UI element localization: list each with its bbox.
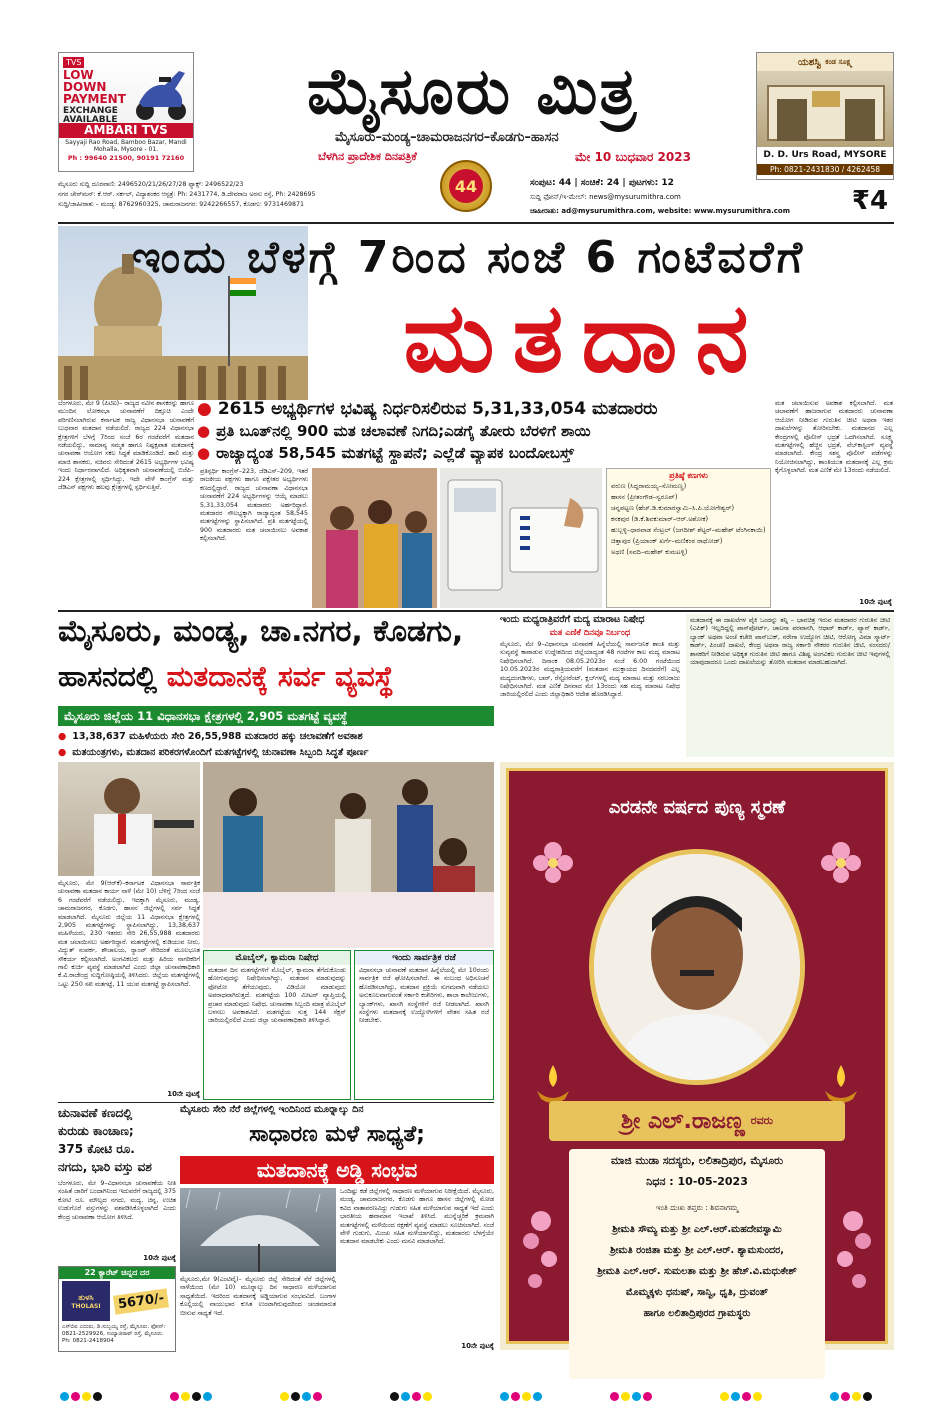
price: ₹4: [851, 186, 889, 216]
bullet-icon: ●: [197, 444, 211, 462]
registration-dot: [82, 1392, 91, 1401]
continued-link[interactable]: 10ನೇ ಪುಟಕ್ಕೆ: [167, 1090, 200, 1098]
registration-dot: [522, 1392, 531, 1401]
gold-shop-address: ಎಸ್‌ಬಿಐ ಎದುರು, ಡಿ.ಸುಬ್ಬಯ್ಯ ರಸ್ತೆ, ಮೈಸೂರು. ಫೋನ್: 0821-2529926, ಸಯ್ಯಾಜಿರಾವ್ ರಸ್ತೆ, ಮೈಸೂರು. Ph: 0821-2418904: [62, 1324, 166, 1344]
liquor-headline: ಇಂದು ಮಧ್ಯರಾತ್ರಿವರೆಗೆ ಮದ್ಯ ಮಾರಾಟ ನಿಷೇಧ: [500, 614, 645, 625]
main-story-col-right: ಮತ ಚಲಾಯಿಸುವ ಅವಕಾಶ ಕಲ್ಪಿಸಲಾಗಿದೆ. ಮತ ಚಲಾವಣೆಗೆ ಹಾಜರಾಗುವ ಮತದಾರರು ಚುನಾವಣಾ ಆಯೋಗ ನೀಡಿರುವ ಗುರುತಿನ ಚೀಟಿ ಅಥವಾ ಇತರ ದಾಖಲೆಗಳನ್ನು ತೋರಿಸಬೇಕು. ಮತದಾನದ ಎಲ್ಲ ಕೇಂದ್ರಗಳಲ್ಲಿ ಪೊಲೀಸ್ ಭದ್ರತೆ ಒದಗಿಸಲಾಗಿದೆ. ಸೂಕ್ಷ್ಮ ಮತಗಟ್ಟೆಗಳಲ್ಲಿ ಹೆಚ್ಚಿನ ಭದ್ರತೆ, ವೆಬ್‌ಕಾಸ್ಟಿಂಗ್ ವ್ಯವಸ್ಥೆ ಮಾಡಲಾಗಿದೆ. ಕೇಂದ್ರ ಸಶಸ್ತ್ರ ಪೊಲೀಸ್ ಪಡೆಗಳನ್ನು ನಿಯೋಜಿಸಲಾಗಿದ್ದು, ಶಾಂತಿಯುತ ಮತದಾನಕ್ಕೆ ಎಲ್ಲ ಕ್ರಮ ಕೈಗೊಳ್ಳಲಾಗಿದೆ. ಮತ ಎಣಿಕೆ ಮೇ 13ರಂದು ನಡೆಯಲಿದೆ.: [775, 400, 893, 475]
registration-dot: [423, 1392, 432, 1401]
key-constituency-item: ಚನ್ನಪಟ್ಟಣ (ಹೆಚ್.ಡಿ.ಕುಮಾರಸ್ವಾಮಿ–ಸಿ.ಪಿ.ಯೋಗೇಶ್ವರ್): [611, 504, 735, 512]
registration-dot: [830, 1392, 839, 1401]
registration-dot: [632, 1392, 641, 1401]
section-rule: [58, 1102, 494, 1103]
district-bullet-text: 13,38,637 ಮಹಿಳೆಯರು ಸೇರಿ 26,55,988 ಮತದಾರರ ಹಕ್ಕು ಚಲಾವಣೆಗೆ ಅವಕಾಶ: [72, 730, 363, 742]
registration-dot: [511, 1392, 520, 1401]
issue-date: ಮೇ 10 ಬುಧವಾರ 2023: [575, 150, 691, 164]
headline-point-text: 2615 ಅಭ್ಯರ್ಥಿಗಳ ಭವಿಷ್ಯ ನಿರ್ಧರಿಸಲಿರುವ 5,31,33,054 ಮತದಾರರು: [217, 399, 658, 419]
headline-point: [197, 442, 767, 464]
money-headline-line: 375 ಕೋಟಿ ರೂ.: [58, 1142, 135, 1156]
portrait-frame: [589, 849, 805, 1085]
jewellery-brand: ಯಶಸ್ವಿ: [798, 56, 822, 68]
district-story-text: ಮೈಸೂರು, ಮೇ 9(ಆರ್‌ಕೆ)–ಕರ್ನಾಟಕ ವಿಧಾನಸಭಾ ಸಾರ್ವತ್ರಿಕ ಚುನಾವಣಾ ಮತದಾನ ಕಾರ್ಯ ನಾಳೆ (ಮೇ 10) ಬೆಳಿಗ್ಗೆ 7ರಿಂದ ಸಂಜೆ 6 ಗಂಟೆವರೆಗೆ ನಡೆಯಲಿದ್ದು, ಇದಕ್ಕಾಗಿ ಮೈಸೂರು, ಮಂಡ್ಯ, ಚಾಮರಾಜನಗರ, ಕೊಡಗು, ಹಾಸನ ಜಿಲ್ಲೆಗಳಲ್ಲಿ ಸರ್ವ ಸಿದ್ಧತೆ ಮಾಡಲಾಗಿದೆ. ಮೈಸೂರು ಜಿಲ್ಲೆಯ 11 ವಿಧಾನಸಭಾ ಕ್ಷೇತ್ರಗಳಲ್ಲಿ 2,905 ಮತಗಟ್ಟೆಗಳನ್ನು ಸ್ಥಾಪಿಸಲಾಗಿದ್ದು, 13,38,637 ಮಹಿಳೆಯರು, 230 ಇತರರು ಸೇರಿ 26,55,988 ಮತದಾರರು ಮತ ಚಲಾಯಿಸಲು ಅರ್ಹರಿದ್ದಾರೆ. ಮತಗಟ್ಟೆಗಳಲ್ಲಿ ಕುಡಿಯುವ ನೀರು, ವಿದ್ಯುತ್ ಸಂಪರ್ಕ, ಶೌಚಾಲಯ, ರ‍್ಯಾಂಪ್ ಸೇರಿದಂತೆ ಮೂಲಭೂತ ಸೌಕರ್ಯ ಕಲ್ಪಿಸಲಾಗಿದೆ. ಅಂಗವಿಕಲರು ಮತ್ತು ಹಿರಿಯ ನಾಗರಿಕರಿಗೆ ಗಾಲಿ ಕುರ್ಚಿ ವ್ಯವಸ್ಥೆ ಮಾಡಲಾಗಿದೆ ಎಂದು ಜಿಲ್ಲಾ ಚುನಾವಣಾಧಿಕಾರಿ ಕೆ.ವಿ.ರಾಜೇಂದ್ರ ಸುದ್ದಿಗೋಷ್ಠಿಯಲ್ಲಿ ತಿಳಿಸಿದರು. ಜಿಲ್ಲೆಯ ಮತಗಟ್ಟೆಗಳಲ್ಲಿ ಒಟ್ಟು 250 ಸಖಿ ಮತಗಟ್ಟೆ, 11 ಯುವ ಮತಗಟ್ಟೆ ಸ್ಥಾಪಿಸಲಾಗಿದೆ.: [58, 880, 200, 988]
registration-dot: [720, 1392, 729, 1401]
masthead-subtitle: ಮೈಸೂರು–ಮಂಡ್ಯ–ಚಾಮರಾಜನಗರ–ಕೊಡಗು–ಹಾಸನ: [335, 130, 559, 145]
bullet-icon: ●: [58, 746, 67, 758]
registration-dot: [60, 1392, 69, 1401]
bullet-icon: ●: [197, 422, 211, 440]
scooter-icon: [129, 63, 191, 121]
tvs-offer-line: EXCHANGE: [63, 106, 118, 116]
key-constituency-item: ಚಿತ್ತಾಪುರ (ಪ್ರಿಯಾಂಕ್ ಖರ್ಗೆ–ಮಣಿಕಂಠ ರಾಥೋಡ್): [611, 537, 723, 545]
rain-headline-2: ಮತದಾನಕ್ಕೆ ಅಡ್ಡಿ ಸಂಭವ: [180, 1156, 494, 1184]
memorial-family-line: ಮೊಮ್ಮಕ್ಕಳು ಧನುಷ್, ಸಾನ್ವಿ, ಧೃತಿ, ದ್ರುವಂತ್: [626, 1287, 768, 1298]
registration-dot: [742, 1392, 751, 1401]
registration-dot: [500, 1392, 509, 1401]
continued-link[interactable]: 10ನೇ ಪುಟಕ್ಕೆ: [143, 1254, 176, 1262]
money-headline: [58, 1104, 176, 1178]
rain-headline-1: ಸಾಧಾರಣ ಮಳೆ ಸಾಧ್ಯತೆ;: [249, 1122, 425, 1147]
tvs-offer-line: DOWN: [63, 80, 107, 94]
umbrella-icon: [180, 1188, 336, 1272]
registration-dot: [621, 1392, 630, 1401]
headline-point-text: ರಾಜ್ಯಾದ್ಯಂತ 58,545 ಮತಗಟ್ಟೆ ಸ್ಥಾಪನೆ; ಎಲ್ಲೆಡೆ ವ್ಯಾಪಕ ಬಂದೋಬಸ್ತ್: [216, 444, 574, 462]
district-green-bar: ಮೈಸೂರು ಜಿಲ್ಲೆಯ 11 ವಿಧಾನಸಭಾ ಕ್ಷೇತ್ರಗಳಲ್ಲಿ 2,905 ಮತಗಟ್ಟೆ ವ್ಯವಸ್ಥೆ: [58, 706, 494, 726]
headline-main: ಮತದಾನ: [403, 281, 767, 394]
key-constituency-item: ವರುಣ (ಸಿದ್ದರಾಮಯ್ಯ–ಸೋಮಣ್ಣ): [611, 482, 687, 490]
registration-dot: [753, 1392, 762, 1401]
mobile-ban-text: ಮತದಾನ ದಿನ ಮತಗಟ್ಟೆಗಳಿಗೆ ಮೊಬೈಲ್, ಕ್ಯಾಮರಾ ತೆಗೆದುಕೊಂಡು ಹೋಗುವುದನ್ನು ನಿಷೇಧಿಸಲಾಗಿದ್ದು, ಮತದಾನ ಮಾಡುವುದನ್ನು ಫೋಟೋ ತೆಗೆಯುವುದು, ವಿಡಿಯೋ ಮಾಡುವುದು ಅಪರಾಧವಾಗಿರುತ್ತದೆ. ಮತಗಟ್ಟೆಯ 100 ಮೀಟರ್ ವ್ಯಾಪ್ತಿಯಲ್ಲಿ ಪ್ರಚಾರ ಮಾಡುವುದು ನಿಷೇಧ. ಚುನಾವಣಾ ಸಿಬ್ಬಂದಿ ಮಾತ್ರ ಮೊಬೈಲ್ ಬಳಸಲು ಅವಕಾಶವಿದೆ. ಮತಗಟ್ಟೆಯ ಸುತ್ತ 144 ಸೆಕ್ಷನ್ ಜಾರಿಯಲ್ಲಿರಲಿದೆ ಎಂದು ಜಿಲ್ಲಾ ಚುನಾವಣಾಧಿಕಾರಿ ತಿಳಿಸಿದ್ದಾರೆ.: [208, 967, 346, 1025]
flower-icon: [523, 831, 583, 901]
key-constituencies-title: ಪ್ರತಿಷ್ಠೆ ಕಣಗಳು: [669, 471, 708, 480]
district-headline-2b: ಮತದಾನಕ್ಕೆ ಸರ್ವ ವ್ಯವಸ್ಥೆ: [166, 660, 394, 693]
memorial-name-suffix: ರವರು: [750, 1114, 773, 1127]
key-constituency-item: ಅಥಣಿ (ಸವದಿ–ಮಹೇಶ್ ಕುಮಟಳ್ಳಿ): [611, 548, 688, 556]
registration-dot: [71, 1392, 80, 1401]
money-text: ಬೆಂಗಳೂರು, ಮೇ 9–ವಿಧಾನಸಭಾ ಚುನಾವಣೆಯ ನೀತಿ ಸಂಹಿತೆ ಜಾರಿಗೆ ಬಂದಾಗಿನಿಂದ ಇದುವರೆಗೆ ರಾಜ್ಯದಲ್ಲಿ 375 ಕೋಟಿ ರೂ. ಮೌಲ್ಯದ ನಗದು, ಮದ್ಯ, ಚಿನ್ನ, ಉಚಿತ ಉಡುಗೊರೆ ವಸ್ತುಗಳನ್ನು ವಶಪಡಿಸಿಕೊಳ್ಳಲಾಗಿದೆ ಎಂದು ಕೇಂದ್ರ ಚುನಾವಣಾ ಆಯೋಗ ತಿಳಿಸಿದೆ.: [58, 1180, 176, 1221]
contact-line: ಮೈಸೂರು ಸುದ್ದಿ ದೂರವಾಣಿ: 2496520/21/26/27/28 ಫ್ಯಾಕ್ಸ್: 2496522/23: [58, 181, 244, 188]
memorial-family-line: ಶ್ರೀಮತಿ ರಂಜಿತಾ ಮತ್ತು ಶ್ರೀ ಎಲ್.ಆರ್. ಶ್ಯಾಮಸುಂದರ,: [610, 1245, 784, 1256]
registration-dot: [412, 1392, 421, 1401]
flower-icon: [829, 1201, 877, 1301]
memorial-family-line: ಶ್ರೀಮತಿ ಸೌಮ್ಯ ಮತ್ತು ಶ್ರೀ ಎಲ್.ಆರ್.ಮಹದೇವಸ್ವಾಮಿ: [612, 1224, 782, 1235]
rain-kicker: ಮೈಸೂರು ಸೇರಿ ನೆರೆ ಜಿಲ್ಲೆಗಳಲ್ಲಿ ಇಂದಿನಿಂದ ಮೂರ್‍ನಾಲ್ಕು ದಿನ: [180, 1104, 364, 1115]
district-bullet: [58, 744, 494, 760]
tvs-offer: [63, 69, 126, 105]
registration-dot: [302, 1392, 311, 1401]
registration-dot: [863, 1392, 872, 1401]
tvs-exchange: [63, 107, 118, 125]
key-constituency-item: ಕನಕಪುರ (ಡಿ.ಕೆ.ಶಿವಕುಮಾರ್–ಆರ್.ಅಶೋಕ): [611, 515, 709, 523]
district-headline-2: [58, 660, 494, 704]
jewellery-sub: ಕಂಡ ಸೂಕ್ಷ್ಮ: [825, 57, 852, 66]
memorial-name: ಶ್ರೀ ಎಲ್.ರಾಜಣ್ಣ: [621, 1108, 745, 1134]
gold-shop-name-en: THOLASI: [71, 1302, 101, 1310]
registration-dot: [643, 1392, 652, 1401]
news-email: ಸುದ್ದಿ ಫೋನ್/ಇ-ಮೇಲ್: news@mysurumithra.com: [530, 193, 681, 201]
polling-staff-photo: [203, 762, 494, 948]
contact-line: ಸುದ್ದಿ/ಜಾಹೀರಾತು – ಮಂಡ್ಯ: 8762960325, ಚಾಮರಾಜನಗರ: 9242266557, ಕೊಡಗು: 9731469871: [58, 201, 305, 208]
memorial-family-line: ಶ್ರೀಮತಿ ಎಲ್.ಆರ್. ಸುಮಲತಾ ಮತ್ತು ಶ್ರೀ ಹೆಚ್.ವಿ.ಮಧುಕೇಶ್: [597, 1266, 797, 1277]
memorial-from: ಇಂತಿ ದುಃಖ ತಪ್ತರು : ಶಿವನಾಗಮ್ಮ: [655, 1203, 739, 1212]
evm-illustration: [440, 468, 602, 608]
registration-dot: [291, 1392, 300, 1401]
tvs-offer-line: PAYMENT: [63, 92, 126, 106]
tvs-offer-line: AVAILABLE: [63, 115, 118, 125]
registration-dot: [390, 1392, 399, 1401]
headline-point-text: ಪ್ರತಿ ಬೂತ್‌ನಲ್ಲಿ 900 ಮತ ಚಲಾವಣೆ ನಿಗದಿ;ಎಡಗೈ ತೋರು ಬೆರಳಿಗೆ ಶಾಯಿ: [216, 422, 591, 440]
tvs-brand: TVS: [63, 57, 84, 68]
polling-staff-illustration: [203, 762, 494, 948]
portrait: [594, 854, 800, 1080]
registration-dot: [203, 1392, 212, 1401]
contact-block: [58, 180, 438, 220]
headline-point: [197, 398, 767, 420]
holiday-title: ಇಂದು ಸಾರ್ವತ್ರಿಕ ರಜೆ: [355, 951, 493, 965]
ad-email: ಜಾಹೀರಾತು: ad@mysurumithra.com, website: www.mysurumithra.com: [530, 207, 791, 215]
main-story-col1: ಬೆಂಗಳೂರು, ಮೇ 9 (ಪಿಟಿಐ)– ರಾಜ್ಯದ ನವೀನ ಶಾಸಕರನ್ನು ಹಾಗೂ ಮುಂದಿನ ಲೋಕಸಭಾ ಚುನಾವಣೆಗೆ ದಿಕ್ಸೂಚಿ ಎಂದೇ ಪರಿಗಣಿಸಲಾಗಿರುವ ಕರ್ನಾಟಕ ರಾಜ್ಯ ವಿಧಾನಸಭಾ ಚುನಾವಣೆಗೆ ಬುಧವಾರ ಮತದಾನ ನಡೆಯಲಿದೆ. ರಾಜ್ಯದ 224 ವಿಧಾನಸಭಾ ಕ್ಷೇತ್ರಗಳಿಗೆ ಬೆಳಗ್ಗೆ 7ರಿಂದ ಸಂಜೆ 6ರ ಗಂಟೆವರೆಗೆ ಮತದಾನ ನಡೆಯಲಿದ್ದು, ಸಾಮಾನ್ಯ ಸಮ್ಮತ ಹಾಗೂ ನಿಷ್ಪಕ್ಷಪಾತ ಮತದಾನಕ್ಕೆ ಚುನಾವಣಾ ಆಯೋಗ ಸಕಲ ಸಿದ್ಧತೆ ಮಾಡಿಕೊಂಡಿದೆ. ಹಾಲಿ ಮತ್ತು ಮಾಜಿ ಶಾಸಕರು, ಸಚಿವರು ಸೇರಿದಂತೆ 2615 ಅಭ್ಯರ್ಥಿಗಳ ಭವಿಷ್ಯ ಇಂದು ನಿರ್ಧಾರವಾಗಲಿದೆ. ಅಧಿಕೃತವಾಗಿ ಚುನಾವಣೆಯಲ್ಲಿ ಬಿಜೆಪಿ–224 ಕ್ಷೇತ್ರಗಳಲ್ಲಿ ಸ್ಪರ್ಧಿಸಿದ್ದು, ಇದೇ ವೇಳೆ ಕಾಂಗ್ರೆಸ್ ಮತ್ತು ಜೆಡಿಎಸ್ ಪಕ್ಷಗಳು ಹಲವು ಕ್ಷೇತ್ರಗಳಲ್ಲಿ ಸ್ಪರ್ಧಿಸುತ್ತಿವೆ.: [58, 400, 194, 492]
jewellery-address: D. D. Urs Road, MYSORE: [763, 150, 887, 160]
masthead-tagline: ಬೆಳಗಿನ ಪ್ರಾದೇಶಿಕ ದಿನಪತ್ರಿಕೆ: [318, 150, 417, 163]
voters-photo: [312, 468, 437, 608]
flower-icon: [517, 1201, 565, 1301]
masthead-title: ಮೈಸೂರು ಮಿತ್ರ: [306, 54, 639, 129]
liquor-text: ಮೈಸೂರು, ಮೇ 9–ವಿಧಾನಸಭಾ ಚುನಾವಣೆ ಹಿನ್ನೆಲೆಯಲ್ಲಿ ಸಾರ್ವಜನಿಕ ಶಾಂತಿ ಮತ್ತು ಸುವ್ಯವಸ್ಥೆ ಕಾಪಾಡುವ ಉದ್ದೇಶದಿಂದ ಜಿಲ್ಲೆಯಾದ್ಯಂತ 48 ಗಂಟೆಗಳ ಕಾಲ ಮದ್ಯ ಮಾರಾಟ ನಿಷೇಧಿಸಲಾಗಿದೆ. ದಿನಾಂಕ 08.05.2023ರ ಸಂಜೆ 6.00 ಗಂಟೆಯಿಂದ 10.05.2023ರ ಮಧ್ಯರಾತ್ರಿಯವರೆಗೆ (ಮತದಾನ ಮುಕ್ತಾಯದ ದಿನದವರೆಗೆ) ಎಲ್ಲ ಮದ್ಯದಂಗಡಿಗಳು, ಬಾರ್, ರೆಸ್ಟೋರೆಂಟ್, ಕ್ಲಬ್‌ಗಳಲ್ಲಿ ಮದ್ಯ ಮಾರಾಟ ಮತ್ತು ಸರಬರಾಜು ನಿಷೇಧಿಸಲಾಗಿದೆ. ಮತ ಎಣಿಕೆ ದಿನವಾದ ಮೇ 13ರಂದು ಸಹ ಮದ್ಯ ಮಾರಾಟ ನಿಷೇಧ ಜಾರಿಯಲ್ಲಿರಲಿದೆ ಎಂದು ಜಿಲ್ಲಾಧಿಕಾರಿ ಆದೇಶ ಹೊರಡಿಸಿದ್ದಾರೆ.: [500, 641, 680, 699]
registration-dot: [731, 1392, 740, 1401]
registration-dot: [170, 1392, 179, 1401]
registration-dot: [610, 1392, 619, 1401]
evm-photo: [440, 468, 602, 608]
tvs-advertisement: [58, 52, 194, 172]
money-headline-line: ಚುನಾವಣೆ ಕಣದಲ್ಲಿ: [58, 1106, 133, 1120]
district-bullet: [58, 728, 494, 744]
main-story-col2: ಪ್ರತಿಸ್ಪರ್ಧಿ ಕಾಂಗ್ರೆಸ್–223, ಜೆಡಿಎಸ್–209, ಇತರೆ ರಾಜಕೀಯ ಪಕ್ಷಗಳು ಹಾಗೂ ಪಕ್ಷೇತರ ಅಭ್ಯರ್ಥಿಗಳು ಕಣದಲ್ಲಿದ್ದಾರೆ. ರಾಜ್ಯದ ಚುನಾವಣಾ ವಿಧಾನಸಭಾ ಚುನಾವಣೆಗೆ 224 ಅಭ್ಯರ್ಥಿಗಳನ್ನು ಆಯ್ಕೆ ಮಾಡಲು 5,31,33,054 ಮತದಾರರು ಅರ್ಹರಿದ್ದಾರೆ. ಮತದಾರರ ಸೌಲಭ್ಯಕ್ಕಾಗಿ ರಾಜ್ಯಾದ್ಯಂತ 58,545 ಮತಗಟ್ಟೆಗಳನ್ನು ಸ್ಥಾಪಿಸಲಾಗಿದೆ. ಪ್ರತಿ ಮತಗಟ್ಟೆಯಲ್ಲಿ 900 ಮತದಾರರು ಮತ ಚಲಾಯಿಸಲು ಅವಕಾಶ ಕಲ್ಪಿಸಲಾಗಿದೆ.: [200, 468, 308, 543]
section-rule: [58, 610, 894, 612]
registration-dot: [841, 1392, 850, 1401]
masthead-rule: [58, 222, 894, 224]
memorial-family-line: ಹಾಗೂ ಲಲಿತಾದ್ರಿಪುರದ ಗ್ರಾಮಸ್ಥರು: [643, 1308, 751, 1319]
memorial-name-plate: [549, 1101, 845, 1141]
rain-text-right: ಒಂದಿಷ್ಟು ಕಡೆ ಜಿಲ್ಲೆಗಳಲ್ಲಿ ಸಾಧಾರಣ ಮಳೆಯಾಗುವ ನಿರೀಕ್ಷೆಯಿದೆ. ಮೈಸೂರು, ಮಂಡ್ಯ, ಚಾಮರಾಜನಗರ, ಕೊಡಗು ಹಾಗೂ ಹಾಸನ ಜಿಲ್ಲೆಗಳಲ್ಲಿ ಮೋಡ ಕವಿದ ವಾತಾವರಣವಿದ್ದು ಗುಡುಗು ಸಹಿತ ಮಳೆಯಾಗುವ ಸಾಧ್ಯತೆ ಇದೆ ಎಂದು ಭಾರತೀಯ ಹವಾಮಾನ ಇಲಾಖೆ ತಿಳಿಸಿದೆ. ಮುನ್ನೆಚ್ಚರಿಕೆ ಕ್ರಮವಾಗಿ ಮತಗಟ್ಟೆಗಳಲ್ಲಿ ಮಳೆಯಿಂದ ರಕ್ಷಣೆಗೆ ವ್ಯವಸ್ಥೆ ಮಾಡಲು ಸೂಚಿಸಲಾಗಿದೆ. ಸಂಜೆ ವೇಳೆ ಗುಡುಗು, ಮಿಂಚು ಸಹಿತ ಮಳೆಯಾಗಲಿದ್ದು, ಮತದಾರರು ಬೆಳಗ್ಗೆಯೇ ಮತದಾನ ಮಾಡಬೇಕು ಎಂದು ಮನವಿ ಮಾಡಲಾಗಿದೆ.: [340, 1188, 494, 1246]
registration-dot: [401, 1392, 410, 1401]
rain-photo: [180, 1188, 336, 1272]
rain-text-left: ಮೈಸೂರು,ಮೇ 9(ಎಂಟಿವೈ)– ಮೈಸೂರು ಜಿಲ್ಲೆ ಸೇರಿದಂತೆ ನೆರೆ ಜಿಲ್ಲೆಗಳಲ್ಲಿ ನಾಳೆಯಿಂದ (ಮೇ 10) ಮೂರ್‍ನಾಲ್ಕು ದಿನ ಸಾಧಾರಣ ಮಳೆಯಾಗುವ ಸಾಧ್ಯತೆಯಿದೆ. ಇದರಿಂದ ಮತದಾನಕ್ಕೆ ಅಡ್ಡಿಯಾಗುವ ಸಂಭವವಿದೆ. ಬಂಗಾಳ ಕೊಲ್ಲಿಯಲ್ಲಿ ವಾಯುಭಾರ ಕುಸಿತ ಉಂಟಾಗಿರುವುದರಿಂದ ಚಂಡಮಾರುತ ಬೀಸುವ ಸಾಧ್ಯತೆ ಇದೆ.: [180, 1276, 336, 1317]
tvs-phone: Ph : 99640 21500, 90191 72160: [67, 154, 185, 162]
key-constituencies-list: [611, 481, 766, 558]
registration-dot: [93, 1392, 102, 1401]
gold-rate-price: 5670/-: [113, 1288, 169, 1314]
continued-link[interactable]: 10ನೇ ಪುಟಕ್ಕೆ: [461, 1342, 494, 1350]
gold-rate-title: 22 ಕ್ಯಾರೆಟ್ ಚಿನ್ನದ ದರ: [59, 1267, 175, 1279]
mobile-ban-box: [203, 950, 351, 1100]
money-headline-line: ನಗದು, ಭಾರಿ ವಸ್ತು ವಶ: [58, 1160, 152, 1174]
tvs-address: Sayyaji Rao Road, Bamboo Bazar, Mandi Mohalla, Mysore - 01.: [65, 139, 187, 153]
key-constituencies-box: [606, 468, 771, 608]
official-illustration: [58, 762, 200, 876]
headline-points: [197, 398, 767, 466]
flower-icon: [811, 831, 871, 901]
registration-dot: [852, 1392, 861, 1401]
holiday-text: ವಿಧಾನಸಭಾ ಚುನಾವಣೆ ಮತದಾನ ಹಿನ್ನೆಲೆಯಲ್ಲಿ ಮೇ 10ರಂದು ಸಾರ್ವತ್ರಿಕ ರಜೆ ಘೋಷಿಸಲಾಗಿದೆ. ಈ ಸಂಬಂಧ ಅಧಿಸೂಚನೆ ಹೊರಡಿಸಲಾಗಿದ್ದು, ಮತದಾನ ಪ್ರಕ್ರಿಯೆ ಸುಗಮವಾಗಿ ನಡೆಯಲು ಅನುಕೂಲವಾಗುವಂತೆ ಸರ್ಕಾರಿ ಕಚೇರಿಗಳು, ಶಾಲಾ ಕಾಲೇಜುಗಳು, ಬ್ಯಾಂಕ್‌ಗಳು, ಖಾಸಗಿ ಸಂಸ್ಥೆಗಳಿಗೆ ರಜೆ ನೀಡಲಾಗಿದೆ. ಖಾಸಗಿ ಸಂಸ್ಥೆಗಳು ಮತದಾನಕ್ಕೆ ಉದ್ಯೋಗಿಗಳಿಗೆ ವೇತನ ಸಹಿತ ರಜೆ ನೀಡಬೇಕು.: [359, 967, 489, 1025]
money-headline-line: ಕುರುಡು ಕಾಂಚಾಣ;: [58, 1124, 134, 1138]
memorial-title: ಎರಡನೇ ವರ್ಷದ ಪುಣ್ಯ ಸ್ಮರಣೆ: [608, 797, 786, 818]
liquor-subhead: ಮತ ಎಣಿಕೆ ದಿನವೂ ನಿರ್ಬಂಧ: [549, 628, 631, 638]
official-photo: [58, 762, 200, 876]
anniversary-badge: [440, 160, 492, 212]
bullet-icon: ●: [197, 399, 212, 419]
memorial-designation: ಮಾಜಿ ಮುಡಾ ಸದಸ್ಯರು, ಲಲಿತಾದ್ರಿಪುರ, ಮೈಸೂರು: [610, 1155, 784, 1167]
contact-line: ನಗರ ಚೇರ್‌ಮನ್: ಕೆ.ಆರ್. ಸರ್ಕಲ್, ವಿದ್ಯಾಶಂಕರ ಆಸ್ಪತ್ರೆ: Ph: 2431774, ಡಿ.ದೇವರಾಜ ಅರಸು ರಸ್ತೆ, Ph: 2428695: [58, 191, 316, 198]
holiday-box: [354, 950, 494, 1100]
headline-point: [197, 420, 767, 442]
bullet-icon: ●: [58, 730, 67, 742]
issue-info: ಸಂಪುಟ: 44 | ಸಂಚಿಕೆ: 24 | ಪುಟಗಳು: 12: [530, 178, 674, 188]
memorial-death-date: ನಿಧನ : 10-05-2023: [646, 1175, 748, 1188]
registration-dot: [280, 1392, 289, 1401]
showroom-photo: [757, 71, 893, 147]
gold-rate-advertisement: [58, 1266, 176, 1352]
gold-shop-name: ತುಳಸಿ: [78, 1292, 94, 1302]
tvs-dealer: AMBARI TVS: [59, 123, 193, 138]
mobile-ban-title: ಮೊಬೈಲ್, ಕ್ಯಾಮರಾ ನಿಷೇಧ: [204, 951, 350, 965]
key-constituency-item: ಹಾಸನ (ಪ್ರೀತಂಗೌಡ–ಸ್ವರೂಪ್): [611, 493, 678, 501]
registration-dot: [192, 1392, 201, 1401]
memorial-advertisement: [500, 762, 894, 1350]
anniversary-number: 44: [449, 169, 483, 203]
district-bullet-text: ಮತಯಂತ್ರಗಳು, ಮತದಾನ ಪರಿಕರಗಳೊಂದಿಗೆ ಮತಗಟ್ಟೆಗಳಲ್ಲಿ ಚುನಾವಣಾ ಸಿಬ್ಬಂದಿ ಸಿದ್ಧತೆ ಪೂರ್ಣ: [72, 746, 369, 758]
registration-dot: [533, 1392, 542, 1401]
jewellery-advertisement: [756, 52, 894, 180]
registration-dot: [313, 1392, 322, 1401]
key-constituency-item: ಹುಬ್ಬಳ್ಳಿ–ಧಾರವಾಡ ಸೆಂಟ್ರಲ್ (ಜಗದೀಶ್ ಶೆಟ್ಟರ್–ಮಹೇಶ್ ಟೆಂಗಿನಕಾಯಿ): [611, 526, 766, 534]
tvs-offer-line: LOW: [63, 68, 94, 82]
voters-illustration: [312, 468, 437, 608]
jewellery-phone: Ph: 0821-2431830 / 4262458: [757, 164, 893, 175]
registration-dot: [181, 1392, 190, 1401]
continued-link[interactable]: 10ನೇ ಪುಟಕ್ಕೆ: [859, 598, 892, 606]
headline-kicker: ಇಂದು ಬೆಳಗ್ಗೆ 7ರಿಂದ ಸಂಜೆ 6 ಗಂಟೆವರೆಗೆ: [132, 232, 806, 283]
district-headline-2a: ಹಾಸನದಲ್ಲಿ: [58, 660, 167, 693]
documents-text: ಮತದಾನಕ್ಕೆ ಈ ದಾಖಲೆಗಳ ಪೈಕಿ ಒಂದನ್ನು ತನ್ನಿ – ಭಾವಚಿತ್ರ ಇರುವ ಮತದಾರರ ಗುರುತಿನ ಚೀಟಿ (ಎಪಿಕ್) ಇಲ್ಲದಿದ್ದಲ್ಲಿ ಪಾಸ್‌ಪೋರ್ಟ್, ಚಾಲನಾ ಪರವಾನಗಿ, ಆಧಾರ್ ಕಾರ್ಡ್, ಪ್ಯಾನ್ ಕಾರ್ಡ್, ಬ್ಯಾಂಕ್ ಅಥವಾ ಅಂಚೆ ಕಚೇರಿ ಪಾಸ್‌ಬುಕ್, ನರೇಗಾ ಉದ್ಯೋಗ ಚೀಟಿ, ಆರೋಗ್ಯ ವಿಮಾ ಸ್ಮಾರ್ಟ್ ಕಾರ್ಡ್, ಪಿಂಚಣಿ ದಾಖಲೆ, ಕೇಂದ್ರ ಅಥವಾ ರಾಜ್ಯ ಸರ್ಕಾರಿ ನೌಕರರ ಗುರುತಿನ ಚೀಟಿ, ಸಂಸದರು/ಶಾಸಕರಿಗೆ ನೀಡಿರುವ ಅಧಿಕೃತ ಗುರುತಿನ ಚೀಟಿ ಹಾಗೂ ವಿಶಿಷ್ಟ ಅಂಗವಿಕಲ ಗುರುತಿನ ಚೀಟಿ ಇವುಗಳಲ್ಲಿ ಯಾವುದಾದರೂ ಒಂದು ದಾಖಲೆಯನ್ನು ತೋರಿಸಿ ಮತದಾನ ಮಾಡಬಹುದಾಗಿದೆ.: [686, 614, 894, 757]
district-headline-1: ಮೈಸೂರು, ಮಂಡ್ಯ, ಚಾ.ನಗರ, ಕೊಡಗು,: [58, 614, 464, 649]
